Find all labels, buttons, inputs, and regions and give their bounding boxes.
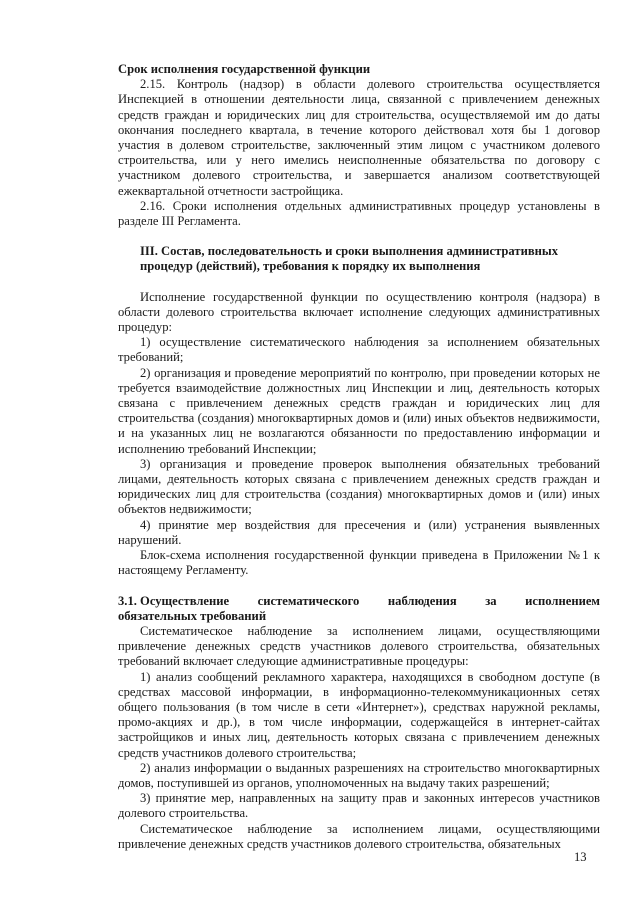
block-scheme-note: Блок-схема исполнения государственной функции приведена в Приложении №1 к настоящему Регламенту.	[118, 548, 600, 578]
document-page	[118, 62, 600, 852]
list-item: 1) осуществление систематического наблюдения за исполнением обязательных требований;	[118, 335, 600, 365]
paragraph-2-15: 2.15. Контроль (надзор) в области долевого строительства осуществляется Инспекцией в отношении деятельности лица, связанной с привлечением денежных средств граждан и юридических лиц для строительства, осуществляемой им до даты окончания последнего квартала, в течение которого действовал хотя бы 1 договор участия в долевом строительстве, заключенный этим лицом с участником долевого строительства, или у него имелись неисполненные обязательства по договору с участником долевого строительства, и завершается анализом соответствующей ежеквартальной отчетности застройщика.	[118, 77, 600, 198]
list-item: 3) принятие мер, направленных на защиту прав и законных интересов участников долевого строительства.	[118, 791, 600, 821]
section-deadline-heading: Срок исполнения государственной функции	[118, 62, 371, 76]
section-3-1-intro: Систематическое наблюдение за исполнением лицами, осуществляющими привлечение денежных средств участников долевого строительства, обязательных требований включает следующие административные процедуры:	[118, 623, 600, 669]
list-item: 2) анализ информации о выданных разрешениях на строительство многоквартирных домов, поступившей из органов, уполномоченных на выдачу таких разрешений;	[118, 760, 600, 790]
page-number: 13	[574, 850, 587, 864]
section-3-1-tail: Систематическое наблюдение за исполнением лицами, осуществляющими привлечение денежных средств участников долевого строительства, обязательных	[118, 821, 600, 851]
section-iii-intro: Исполнение государственной функции по осуществлению контроля (надзора) в области долевого строительства включает исполнение следующих административных процедур:	[118, 289, 600, 335]
list-item: 1) анализ сообщений рекламного характера, находящихся в свободном доступе (в средствах массовой информации, в информационно-телекоммуникационных сетях общего пользования (в том числе в сети «Интернет»), средствах наружной рекламы, промо-акциях и др.), в том числе информации, содержащейся в интернет-сайтах застройщиков и иных лиц, деятельность которых связана с привлечением денежных средств участников долевого строительства;	[118, 669, 600, 760]
list-item: 2) организация и проведение мероприятий по контролю, при проведении которых не требуется взаимодействие должностных лиц Инспекции и лиц, деятельность которых связана с привлечением денежных средств граждан и юридических лиц для строительства (создания) многоквартирных домов и (или) иных объектов недвижимости, и на указанных лиц не возлагаются обязанности по предоставлению информации и исполнению требований Инспекции;	[118, 365, 600, 456]
section-3-1-heading-line2: обязательных требований	[118, 608, 267, 623]
section-iii-heading: III. Состав, последовательность и сроки выполнения административных процедур (действий), требования к порядку их выполнения	[140, 244, 559, 274]
paragraph-2-16: 2.16. Сроки исполнения отдельных административных процедур установлены в разделе III Регламента.	[118, 198, 600, 229]
list-item: 3) организация и проведение проверок выполнения обязательных требований лицами, деятельность которых связана с привлечением денежных средств граждан и юридических лиц для строительства (создания) многоквартирных домов и (или) иных объектов недвижимости;	[118, 456, 600, 517]
list-item: 4) принятие мер воздействия для пресечения и (или) устранения выявленных нарушений.	[118, 517, 600, 547]
section-3-1-heading: 3.1. Осуществление систематического наблюдения за исполнением	[118, 593, 600, 608]
